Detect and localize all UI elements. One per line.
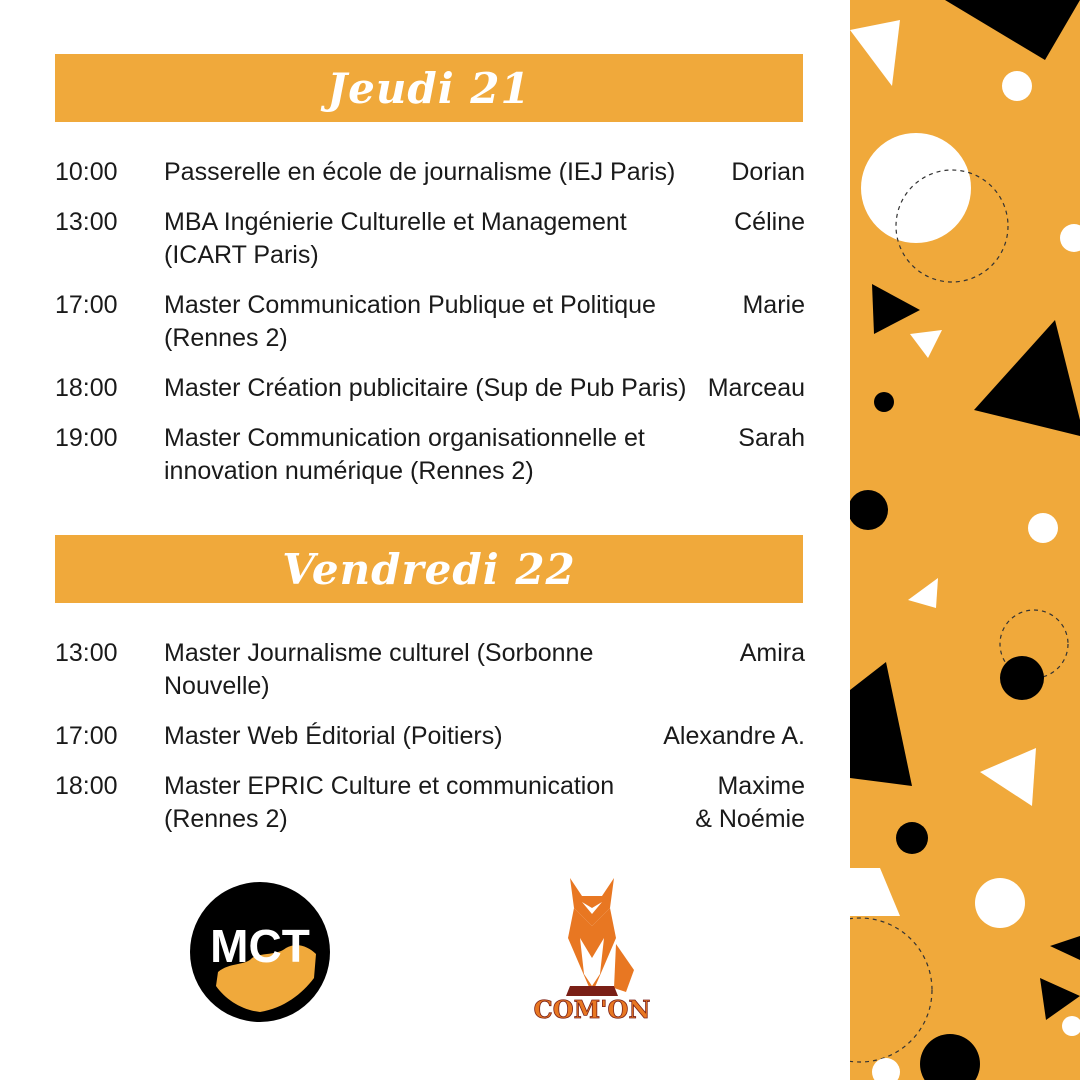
session-time: 18:00 [55,772,118,800]
fox-logo [530,874,655,1029]
session-speaker: Marie [742,291,805,319]
session-title: Master Communication organisationnelle et innovation numérique (Rennes 2) [164,424,645,485]
session-time: 18:00 [55,374,118,402]
session-time: 13:00 [55,208,118,236]
session-time: 10:00 [55,158,118,186]
session-title: Master Web Éditorial (Poitiers) [164,722,503,750]
session-speaker: Alexandre A. [663,722,805,750]
day-title: Vendredi 22 [282,544,576,594]
mct-logo-text: MCT [210,920,310,972]
session-speaker: Amira [739,639,805,667]
speaker-line: & Noémie [695,805,805,833]
mct-logo [190,882,330,1022]
session-title: Master Journalisme culturel (Sorbonne Nouvelle) [164,639,594,700]
speaker-line: Maxime [717,772,805,800]
session-speaker [645,770,805,836]
comon-logo-text: COM'ON [533,995,651,1024]
session-time: 17:00 [55,722,118,750]
session-title: Master Création publicitaire (Sup de Pub Paris) [164,374,687,402]
session-time: 19:00 [55,424,118,452]
day-header-jeudi [55,54,803,122]
day-header-vendredi [55,535,803,603]
session-title: Master EPRIC Culture et communication (Rennes 2) [164,772,615,833]
session-speaker: Sarah [738,424,805,452]
session-speaker: Dorian [731,158,805,186]
session-time: 13:00 [55,639,118,667]
session-title: Master Communication Publique et Politique (Rennes 2) [164,291,656,352]
day-title: Jeudi 21 [327,63,531,113]
session-title: MBA Ingénierie Culturelle et Management (ICART Paris) [164,208,627,269]
session-speaker: Marceau [707,374,805,402]
session-speaker: Céline [734,208,805,236]
session-title: Passerelle en école de journalisme (IEJ Paris) [164,158,676,186]
session-time: 17:00 [55,291,118,319]
decorative-pattern [850,0,1080,1080]
